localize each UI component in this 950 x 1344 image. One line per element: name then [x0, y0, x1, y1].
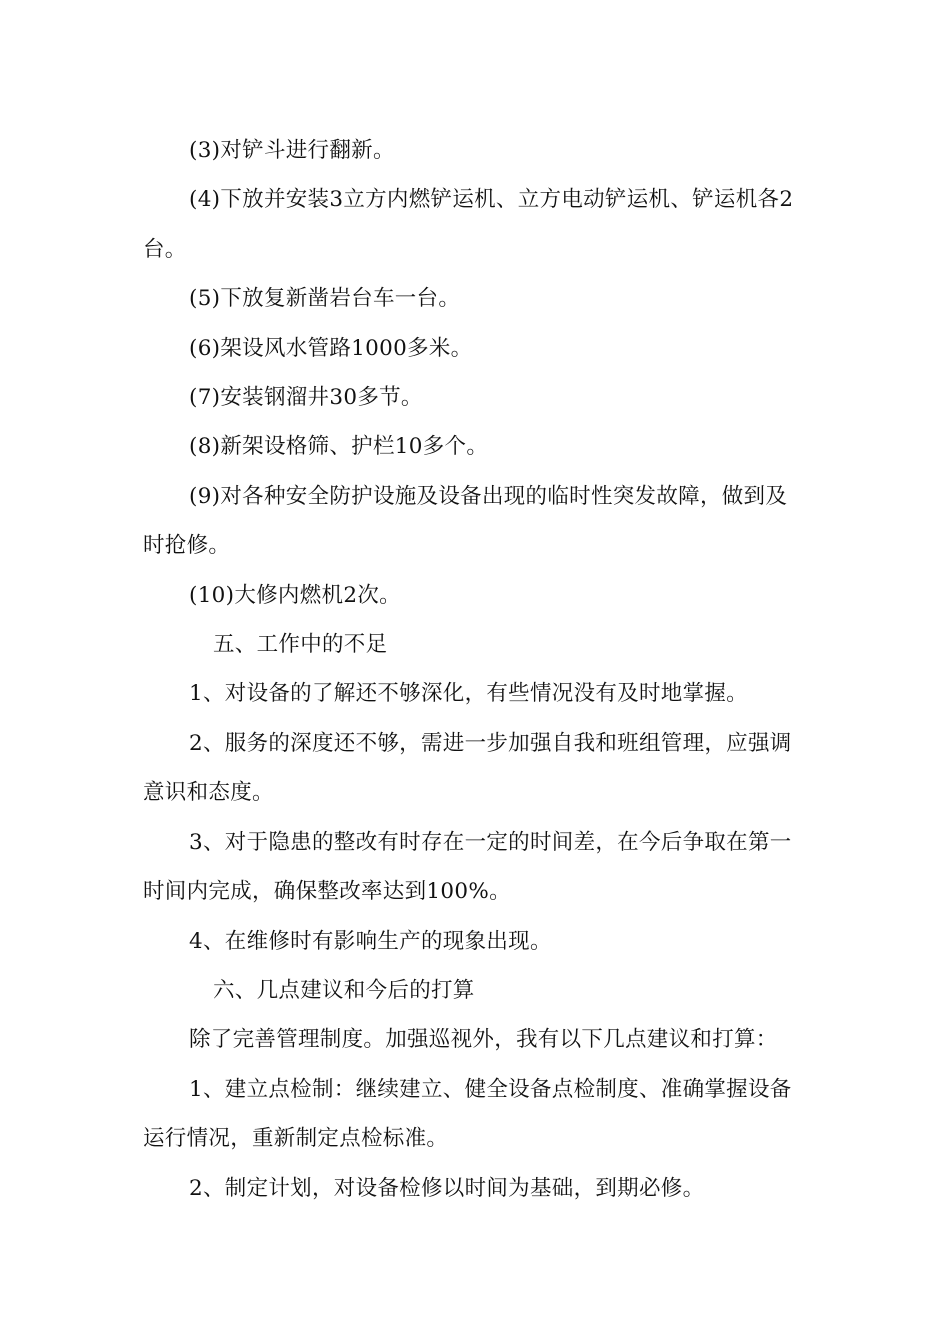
paragraph-item-5: (5)下放复新凿岩台车一台。	[189, 286, 461, 312]
paragraph-item-4: (4)下放并安装3立方内燃铲运机、立方电动铲运机、铲运机各2台。	[143, 187, 794, 262]
section-heading-suggestions: 六、几点建议和今后的打算	[213, 977, 475, 1003]
paragraph-item-9: (9)对各种安全防护设施及设备出现的临时性突发故障，做到及时抢修。	[143, 483, 788, 559]
paragraph-item-8: (8)新架设格筛、护栏10多个。	[189, 434, 489, 460]
paragraph-suggestions-intro: 除了完善管理制度。加强巡视外，我有以下几点建议和打算：	[189, 1027, 778, 1053]
paragraph-shortcoming-3: 3、对于隐患的整改有时存在一定的时间差，在今后争取在第一时间内完成，确保整改率达到100%。	[143, 829, 792, 905]
section-heading-shortcomings: 五、工作中的不足	[213, 632, 388, 658]
paragraph-shortcoming-4: 4、在维修时有影响生产的现象出现。	[189, 928, 552, 954]
paragraph-shortcoming-1: 1、对设备的了解还不够深化，有些情况没有及时地掌握。	[189, 681, 748, 707]
paragraph-item-7: (7)安装钢溜井30多节。	[189, 385, 423, 411]
document-body	[143, 126, 808, 1213]
paragraph-suggestion-1: 1、建立点检制：继续建立、健全设备点检制度、准确掌握设备运行情况，重新制定点检标准。	[143, 1076, 792, 1152]
paragraph-item-10: (10)大修内燃机2次。	[189, 582, 401, 608]
paragraph-suggestion-2: 2、制定计划，对设备检修以时间为基础，到期必修。	[189, 1175, 705, 1201]
paragraph-item-6: (6)架设风水管路1000多米。	[189, 335, 473, 361]
paragraph-shortcoming-2: 2、服务的深度还不够，需进一步加强自我和班组管理，应强调意识和态度。	[143, 730, 792, 806]
paragraph-item-3: (3)对铲斗进行翻新。	[189, 138, 395, 163]
